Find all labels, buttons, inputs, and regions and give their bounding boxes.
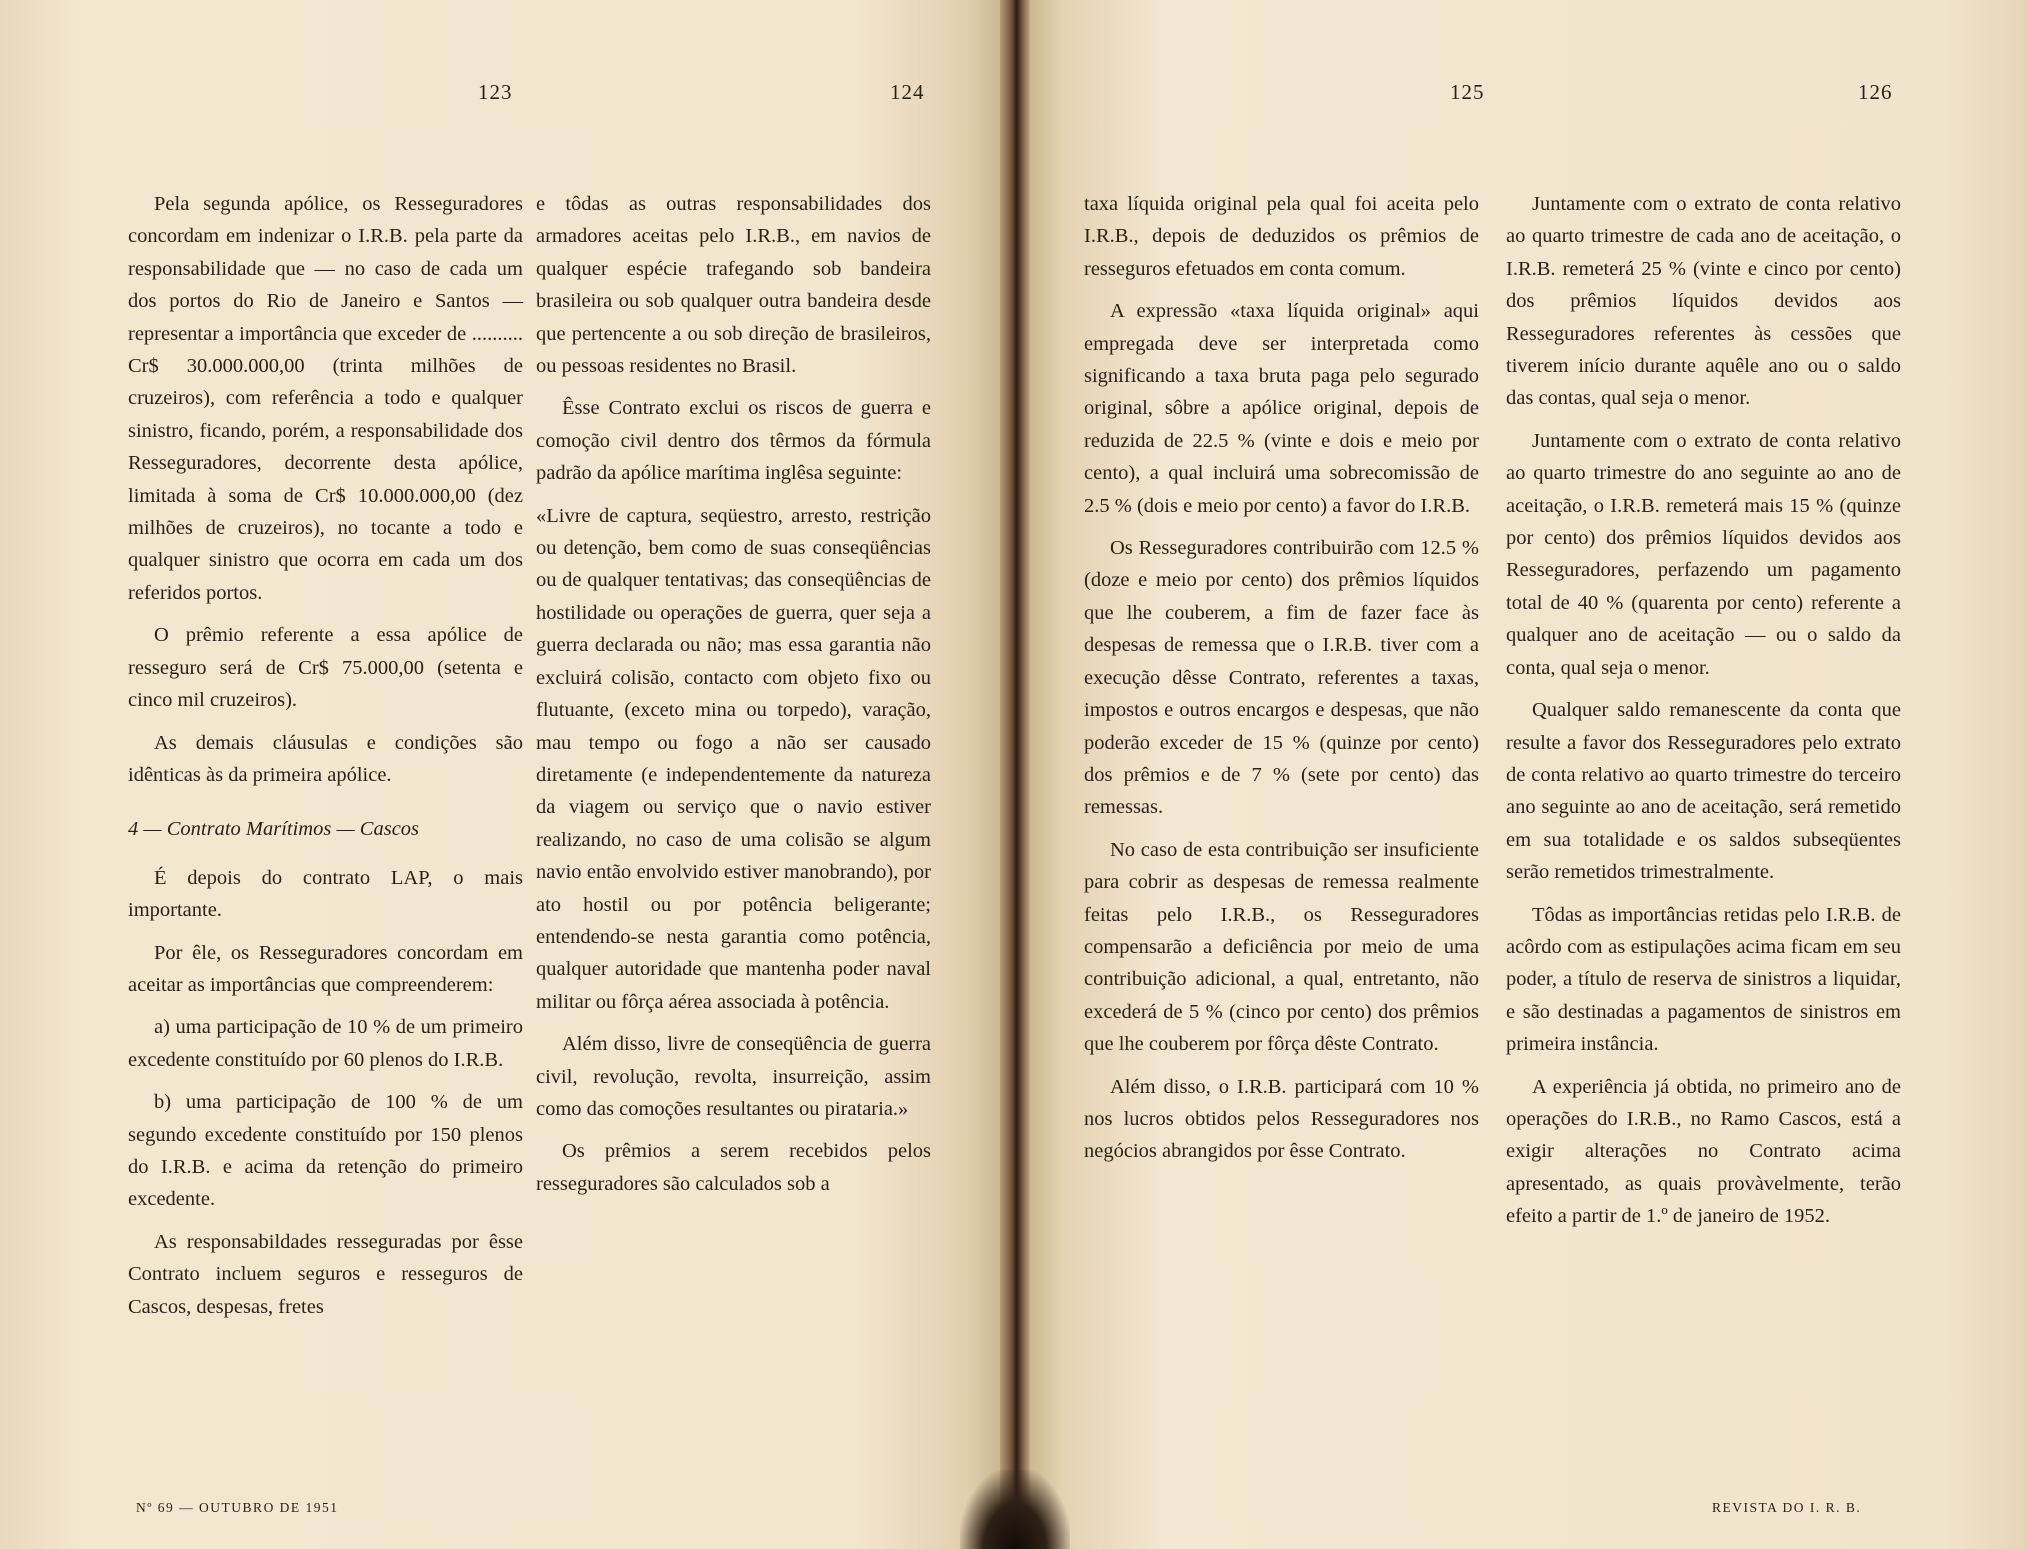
footer-journal: REVISTA DO I. R. B. (1712, 1500, 1862, 1515)
book-gutter (1000, 0, 1030, 1549)
quote-paragraph: «Livre de captura, seqüestro, arresto, restrição ou detenção, bem como de suas conseqüências ou de qualquer tentativas; das conseqüências de hostilidade ou operações de guerra, quer seja a guerra declarada ou não; mas essa garantia não excluirá colisão, contacto com objeto fixo ou flutuante, (exceto mina ou torpedo), varação, mau tempo ou fogo a não ser causado diretamente (e independentemente da natureza da viagem ou serviço que o navio estiver realizando, no caso de uma colisão se algum navio então envolvido estiver manobrando), por ato hostil ou por potência beligerante; entendendo-se nesta garantia como potência, qualquer autoridade que mantenha poder naval militar ou fôrça aérea associada à potência. (536, 504, 931, 1013)
paragraph: Juntamente com o extrato de conta relativo ao quarto trimestre do ano seguinte ao ano de aceitação, o I.R.B. remeterá mais 15 % (quinze por cento) dos prêmios líquidos devidos aos Resseguradores, perfazendo um pagamento total de 40 % (quarenta por cento) referente a qualquer ano de aceitação — ou o saldo da conta, qual seja o menor. (1506, 429, 1901, 679)
paragraph: Além disso, livre de conseqüência de guerra civil, revolução, revolta, insurreição, assim como das comoções resultantes ou pirataria.» (536, 1033, 931, 1120)
paragraph: Os Resseguradores contribuirão com 12.5 % (doze e meio por cento) dos prêmios líquidos que lhe couberem, a fim de fazer face às despesas de remessa que o I.R.B. tiver com a execução dêsse Contrato, referentes a taxas, impostos e outros encargos e despesas, que não poderão exceder de 15 % (quinze por cento) dos prêmios e de 7 % (sete por cento) das remessas. (1084, 537, 1479, 819)
paragraph: A expressão «taxa líquida original» aqui empregada deve ser interpretada como significando a taxa bruta paga pelo segurado original, sôbre a apólice original, depois de reduzida de 22.5 % (vinte e dois e meio por cento), a qual incluirá uma sobrecomissão de 2.5 % (dois e meio por cento) a favor do I.R.B. (1084, 300, 1479, 517)
paragraph: Os prêmios a serem recebidos pelos resseguradores são calculados sob a (536, 1140, 931, 1195)
footer-issue: Nº 69 — OUTUBRO DE 1951 (136, 1500, 339, 1515)
right-page (1022, 0, 2027, 1549)
paragraph: Juntamente com o extrato de conta relativo ao quarto trimestre de cada ano de aceitação, o I.R.B. remeterá 25 % (vinte e cinco por cento) dos prêmios líquidos devidos aos Resseguradores referentes às cessões que tiverem início durante aquêle ano ou o saldo das contas, qual seja o menor. (1506, 193, 1901, 410)
column-page-125 (1084, 188, 1479, 1178)
page-number-123: 123 (478, 80, 513, 104)
paragraph: No caso de esta contribuição ser insuficiente para cobrir as despesas de remessa realmente feitas pelo I.R.B., os Resseguradores compensarão a deficiência por meio de uma contribuição adicional, a qual, entretanto, não excederá de 5 % (cinco por cento) dos prêmios que lhe couberem por fôrça dêste Contrato. (1084, 838, 1479, 1056)
section-heading: 4 — Contrato Marítimos — Cascos (128, 818, 420, 841)
gutter-shadow (960, 1470, 1070, 1549)
paragraph: As demais cláusulas e condições são idênticas às da primeira apólice. (128, 731, 523, 786)
paragraph: A experiência já obtida, no primeiro ano de operações do I.R.B., no Ramo Cascos, está a exigir alterações no Contrato acima apresentado, as quais provàvelmente, terão efeito a partir de 1.º de janeiro de 1952. (1506, 1075, 1901, 1228)
paragraph: e tôdas as outras responsabilidades dos armadores aceitas pelo I.R.B., em navios de qualquer espécie trafegando sob bandeira brasileira ou sob qualquer outra bandeira desde que pertencente a ou sob direção de brasileiros, ou pessoas residentes no Brasil. (536, 193, 931, 378)
paragraph: taxa líquida original pela qual foi aceita pelo I.R.B., depois de deduzidos os prêmios de resseguros efetuados em conta comum. (1084, 193, 1479, 280)
page-number-126: 126 (1858, 80, 1893, 104)
paragraph: Qualquer saldo remanescente da conta que resulte a favor dos Resseguradores pelo extrato de conta relativo ao quarto trimestre do terceiro ano seguinte ao ano de aceitação, será remetido em sua totalidade e os saldos subseqüentes serão remetidos trimestralmente. (1506, 699, 1901, 884)
column-page-124 (536, 188, 931, 1210)
paragraph: Por êle, os Resseguradores concordam em aceitar as importâncias que compreenderem: (128, 941, 523, 996)
left-page (0, 0, 1008, 1549)
paragraph: Além disso, o I.R.B. participará com 10 % nos lucros obtidos pelos Resseguradores nos negócios abrangidos por êsse Contrato. (1084, 1075, 1479, 1163)
paragraph: É depois do contrato LAP, o mais importante. (128, 866, 523, 922)
column-page-123 (128, 188, 523, 1333)
paragraph: As responsabildades resseguradas por êsse Contrato incluem seguros e resseguros de Cascos, despesas, fretes (128, 1230, 523, 1318)
page-number-124: 124 (890, 80, 925, 104)
paragraph: Pela segunda apólice, os Resseguradores concordam em indenizar o I.R.B. pela parte da responsabilidade que — no caso de cada um dos portos do Rio de Janeiro e Santos — representar a importância que exceder de .......... Cr$ 30.000.000,00 (trinta milhões de cruzeiros), com referência a todo e qualquer sinistro, ficando, porém, a responsabilidade dos Resseguradores, decorrente desta apólice, limitada à soma de Cr$ 10.000.000,00 (dez milhões de cruzeiros), no tocante a todo e qualquer sinistro que ocorra em cada um dos referidos portos. (128, 193, 523, 604)
paragraph: Êsse Contrato exclui os riscos de guerra e comoção civil dentro dos têrmos da fórmula padrão da apólice marítima inglêsa seguinte: (536, 397, 931, 485)
column-page-126 (1506, 188, 1901, 1243)
paragraph: Tôdas as importâncias retidas pelo I.R.B. de acôrdo com as estipulações acima ficam em seu poder, a título de reserva de sinistros a liquidar, e são destinadas a pagamentos de sinistros em primeira instância. (1506, 903, 1901, 1056)
paragraph: b) uma participação de 100 % de um segundo excedente constituído por 150 plenos do I.R.B. e acima da retenção do primeiro excedente. (128, 1091, 523, 1211)
page-number-125: 125 (1450, 80, 1485, 104)
paragraph: a) uma participação de 10 % de um primeiro excedente constituído por 60 plenos do I.R.B. (128, 1016, 523, 1071)
paragraph: O prêmio referente a essa apólice de resseguro será de Cr$ 75.000,00 (setenta e cinco mil cruzeiros). (128, 624, 523, 712)
